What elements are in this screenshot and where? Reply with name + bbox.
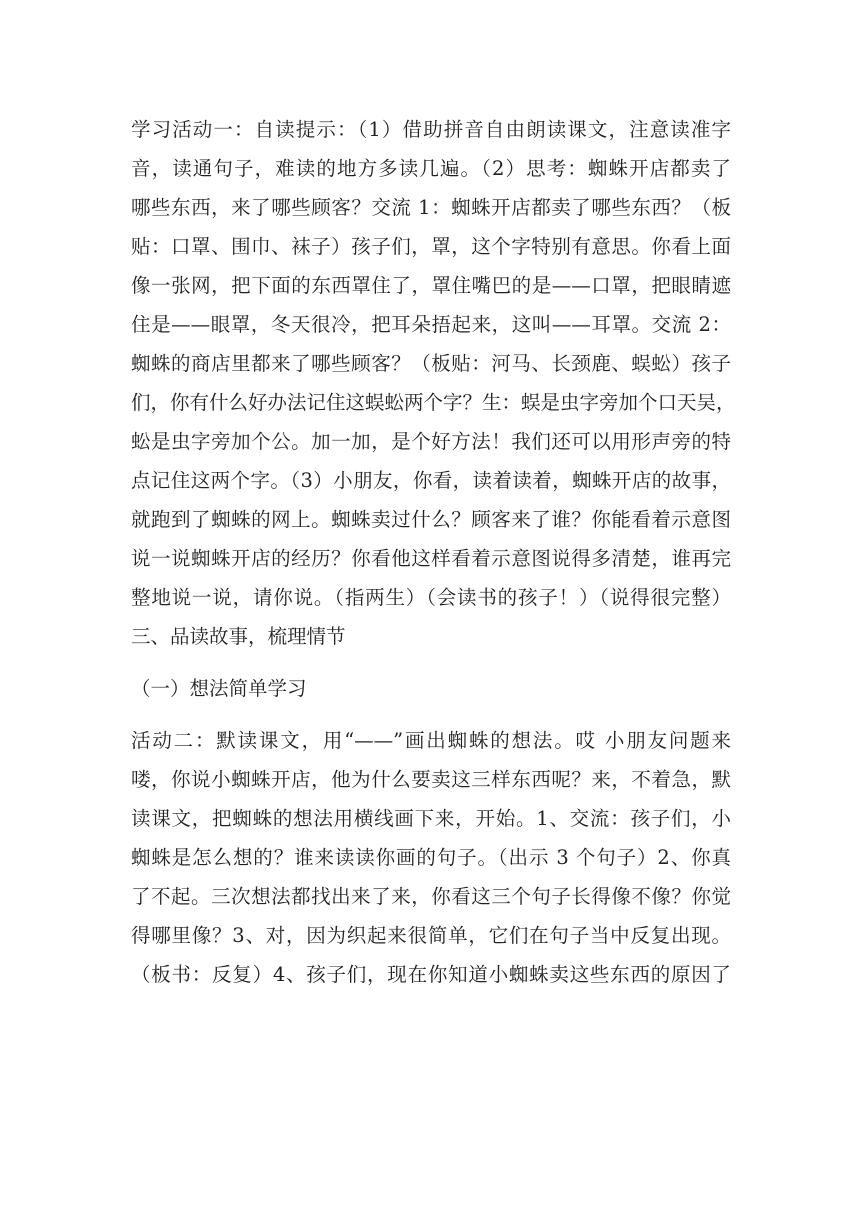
text-line: 蜘蛛是怎么想的？谁来读读你画的句子。（出示 3 个句子）2、你真 (131, 846, 731, 869)
text-line: 像一张网，把下面的东西罩住了，罩住嘴巴的是——口罩，把眼睛遮 (131, 274, 731, 297)
text-line: 贴：口罩、围巾、袜子）孩子们，罩，这个字特别有意思。你看上面 (131, 235, 731, 258)
text-line: 学习活动一：自读提示：（1）借助拼音自由朗读课文，注意读准字 (131, 118, 731, 141)
text-line: 住是——眼罩，冬天很冷，把耳朵捂起来，这叫——耳罩。交流 2： (131, 313, 731, 336)
text-line: 蜘蛛的商店里都来了哪些顾客？（板贴：河马、长颈鹿、蜈蚣）孩子 (131, 352, 731, 375)
text-line: （板书：反复）4、孩子们，现在你知道小蜘蛛卖这些东西的原因了 (131, 963, 731, 986)
subsection-heading: （一）想法简单学习 (131, 677, 307, 700)
text-line: 蚣是虫字旁加个公。加一加，是个好方法！我们还可以用形声旁的特 (131, 430, 731, 453)
text-line: 了不起。三次想法都找出来了来，你看这三个句子长得像不像？你觉 (131, 885, 731, 908)
section-heading: 三、品读故事，梳理情节 (131, 625, 346, 648)
text-line: 就跑到了蜘蛛的网上。蜘蛛卖过什么？顾客来了谁？你能看着示意图 (131, 508, 731, 531)
text-line: 哪些东西，来了哪些顾客？交流 1：蜘蛛开店都卖了哪些东西？（板 (131, 196, 731, 219)
text-line: 点记住这两个字。（3）小朋友，你看，读着读着，蜘蛛开店的故事， (131, 469, 731, 492)
text-line: 整地说一说，请你说。（指两生）（会读书的孩子！）（说得很完整） (131, 586, 731, 609)
text-line: 说一说蜘蛛开店的经历？你看他这样看着示意图说得多清楚，谁再完 (131, 547, 731, 570)
text-line: 活动二：默读课文，用“——”画出蜘蛛的想法。哎 小朋友问题来 (131, 729, 731, 752)
text-line: 得哪里像？3、对，因为织起来很简单，它们在句子当中反复出现。 (131, 924, 731, 947)
text-line: 喽，你说小蜘蛛开店，他为什么要卖这三样东西呢？来，不着急，默 (131, 768, 731, 791)
text-line: 们，你有什么好办法记住这蜈蚣两个字？生：蜈是虫字旁加个口天吴， (131, 391, 736, 414)
text-line: 音，读通句子，难读的地方多读几遍。（2）思考：蜘蛛开店都卖了 (131, 157, 731, 180)
text-line: 读课文，把蜘蛛的想法用横线画下来，开始。1、交流：孩子们，小 (131, 807, 731, 830)
